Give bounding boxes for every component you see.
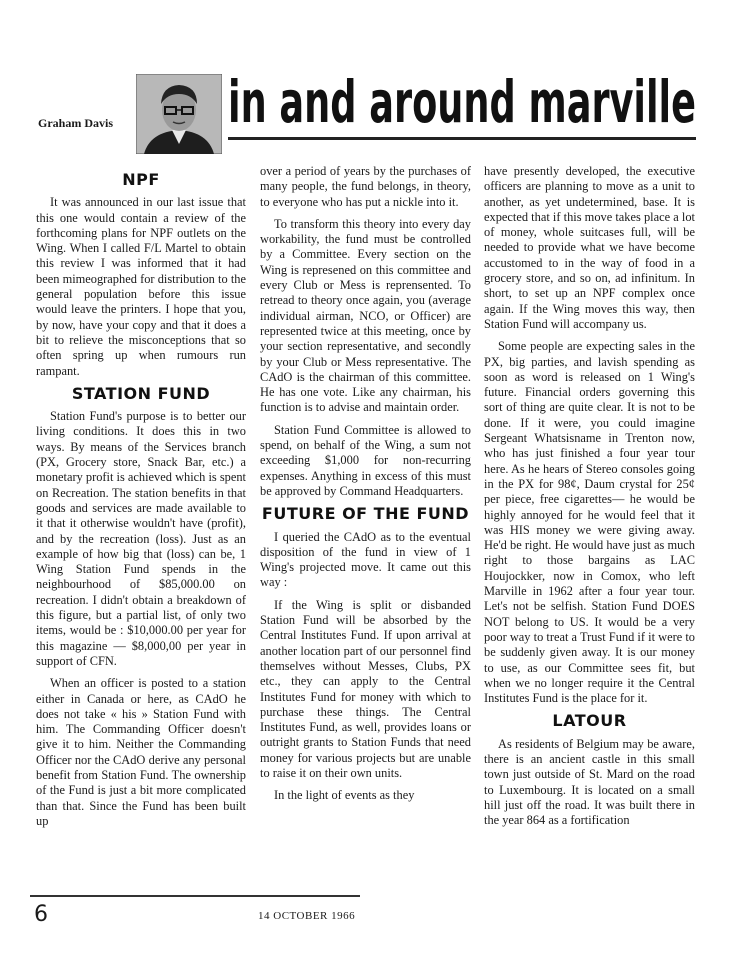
paragraph: Some people are expecting sales in the PX, big parties, and lavish spending as soon as word is released on 1 Wing's future. Financial orders governing this sort of thing are quite clear. It is not to be done. If it were, you could imagine Sergeant Whatsisname in Trenton now, who has just finished a four year tour here. As he hears of Stereo consoles going in the PX for 98¢, Daum crystal for 25¢ per piece, free cigarettes— he would be highly annoyed for he would feel that it was HIS money we were giving away. He'd be right. He would have just as much right to those bargains as LAC Houjockker, now in Comox, who left Marville in 1962 after a four year tour. Let's not be selfish. Station Fund DOES NOT belong to US. It would be a very poor way to treat a Trust Fund if it were to be suddenly given away. It is our money to use, as our Committee sees fit, but when we no longer require it the Central Institutes Fund is the place for it. bbox=[484, 339, 695, 706]
page-number: 6 bbox=[34, 902, 48, 927]
section-heading: LATOUR bbox=[552, 711, 627, 731]
section-heading: FUTURE OF THE FUND bbox=[261, 504, 470, 524]
continued-paragraph: have presently developed, the executive officers are planning to move as a unit to another, as yet undetermined, base. It is expected that if this move takes place a lot of money, whole suitcases full, will be needed to provide what we have become accustomed to in the way of food in a grocery store, and so on, ad infinitum. In short, to set up an NPF complex once again. If the Wing moves this way, then Station Fund will accompany us. bbox=[484, 164, 695, 331]
section-heading: NPF bbox=[122, 170, 160, 189]
author-byline: Graham Davis bbox=[38, 116, 113, 130]
paragraph: To transform this theory into every day workability, the fund must be controlled by a Committee. Every section on the Wing is represened on this committee and every Club or Mess is reprensented. To retread to theory once again, you (average individual airman, NCO, or Officer) are represented twice at this meeting, once by your section representative, and secondly by your Club or Mess representative. The CAdO is the chairman of this committee. He has one vote. Like any chairman, his function is to advise and maintain order. bbox=[260, 216, 471, 415]
article-column-1 bbox=[36, 162, 246, 862]
article-column-2 bbox=[260, 164, 471, 864]
masthead-title bbox=[228, 72, 698, 130]
paragraph: Station Fund Committee is allowed to spend, on behalf of the Wing, a sum not exceeding $1,000 for non-recurring expenses. Anything in excess of this must be approved by Command Headquarters. bbox=[260, 422, 471, 498]
footer-rule bbox=[30, 895, 360, 897]
paragraph: In the light of events as they bbox=[274, 788, 415, 803]
issue-date: 14 OCTOBER 1966 bbox=[258, 910, 356, 922]
paragraph: I queried the CAdO as to the eventual disposition of the fund in view of 1 Wing's projected move. It came out this way : bbox=[260, 529, 471, 590]
paragraph: If the Wing is split or disbanded Station Fund will be absorbed by the Central Institutes Fund. If upon arrival at another location part of our personnel find themselves without Messes, Clubs, PX etc., they can apply to the Central Institutes Fund for money with which to purchase these things. The Central Institutes Fund, as well, provides loans or outright grants to Station Funds that need money for various projects but are unable to raise it on their own units. bbox=[260, 597, 471, 780]
continued-paragraph: over a period of years by the purchases of many people, the fund belongs, in theory, to everyone who has put a nickle into it. bbox=[260, 164, 471, 209]
paragraph: When an officer is posted to a station either in Canada or here, as CAdO he does not take « his » Station Fund with him. The Commanding Officer doesn't give it to him. Neither the Commanding Officer nor the CAdO derive any personal benefit from Station Fund. The ownership of the Fund is just a bit more complicated than that. Since the Fund has been built up bbox=[36, 676, 246, 828]
paragraph: Station Fund's purpose is to better our living conditions. It does this in two ways. By means of the Services branch (PX, Grocery store, Snack Bar, etc.) a monetary profit is achieved which is spent on Recreation. The station benefits in that goods and services are made available to it that it otherwise wouldn't have (profit), and by the recreation (loss). Just as an example of how big that (loss) can be, 1 Wing Station Fund spends in the neighbourhood of $85,000.00 on recreation. I didn't obtain a breakdown of this figure, but a partial list, of only two items, would be : $10,000.00 per year for this magazine — $8,000,00 per year in support of CFN. bbox=[36, 409, 246, 668]
svg-text:in and around marville: in and around marville bbox=[228, 72, 696, 130]
author-portrait bbox=[136, 74, 222, 154]
paragraph: As residents of Belgium may be aware, there is an ancient castle in this small town just outside of St. Mard on the road to Luxembourg. It is located on a small hill just off the road. It was built there in the year 864 as a fortification bbox=[484, 736, 695, 828]
masthead-rule bbox=[228, 137, 696, 140]
section-heading: STATION FUND bbox=[71, 383, 211, 403]
article-column-3 bbox=[484, 164, 695, 864]
paragraph: It was announced in our last issue that this one would contain a review of the forthcoming plans for NPF outlets on the Wing. When I called F/L Martel to obtain this review I was informed that it had been mimeographed for distribution to the general population before this issue would leave the printers. I hope that you, by now, have your copy and that it does a bit to relieve the misconceptions that so often spring up when rumours run rampant. bbox=[36, 195, 246, 378]
